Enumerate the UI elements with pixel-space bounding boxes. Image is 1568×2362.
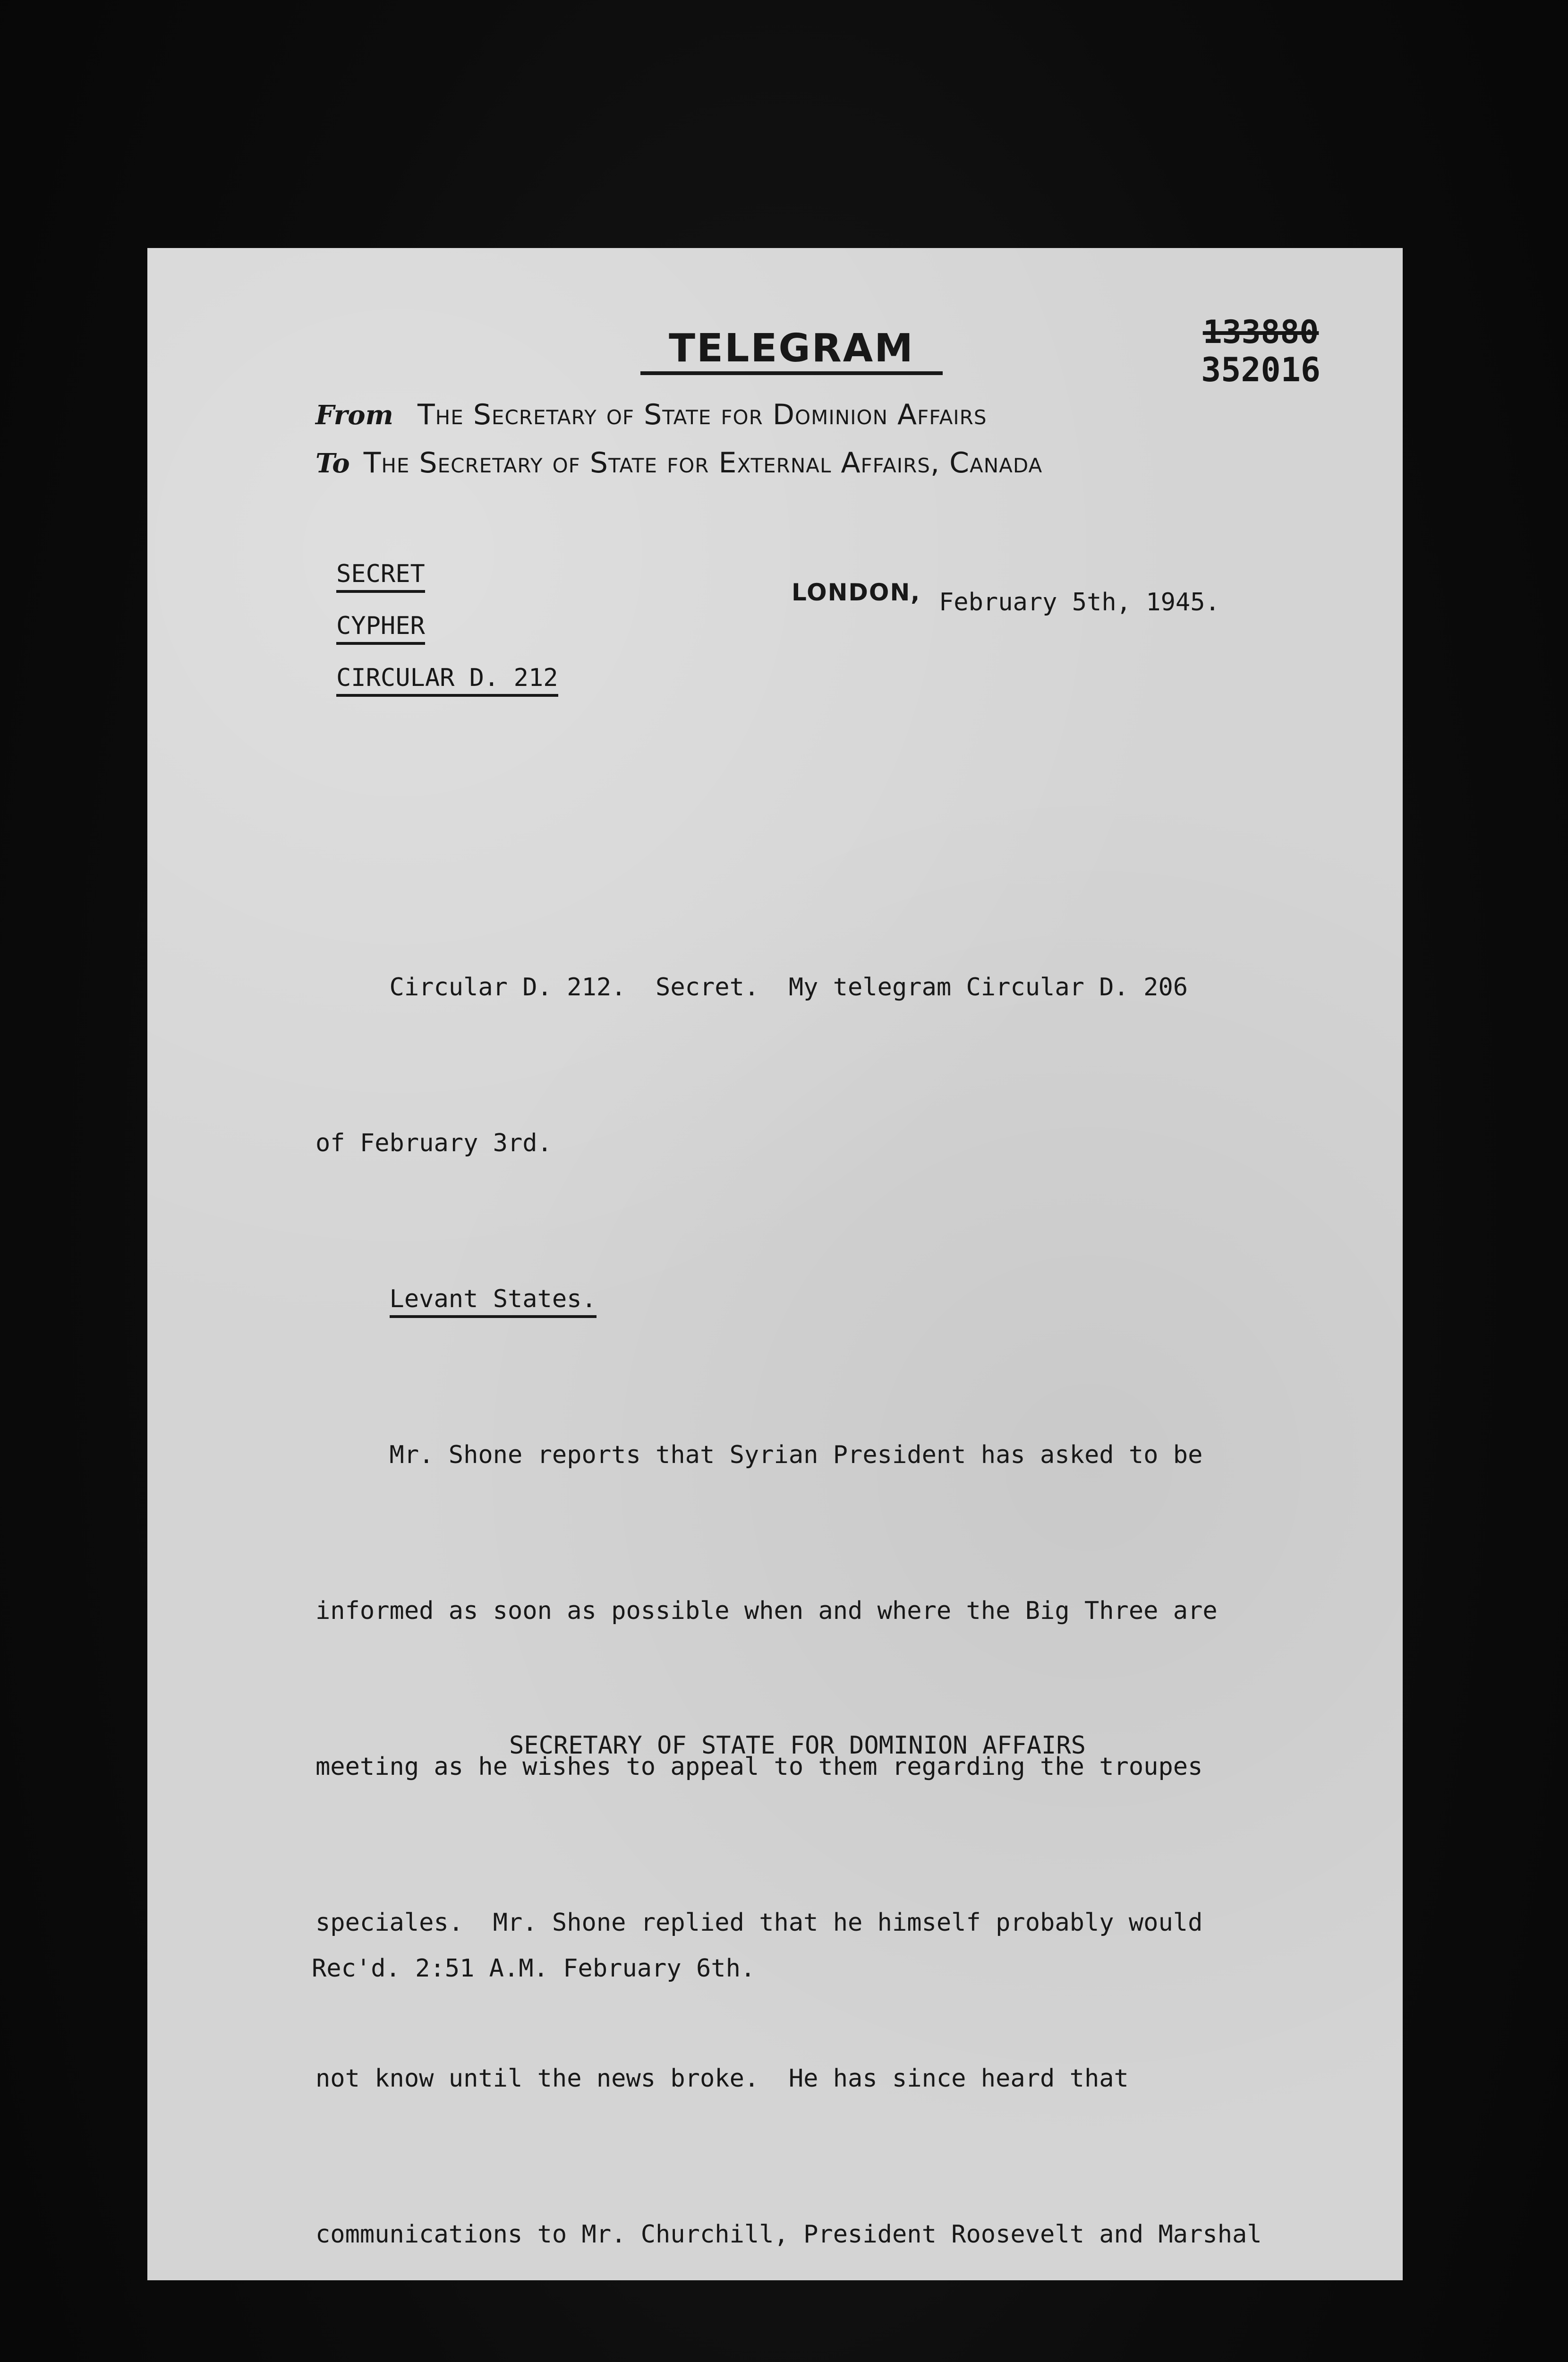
body-line: Circular D. 212. Secret. My telegram Circular D. 206 [315, 973, 1188, 1001]
telegram-title: TELEGRAM [640, 326, 943, 375]
to-label: To [315, 448, 350, 479]
to-line [315, 446, 1042, 479]
from-address: The Secretary of State for Dominion Affairs [417, 398, 987, 431]
cypher-mark: CYPHER [336, 612, 425, 640]
body-line: meeting as he wishes to appeal to them regarding the troupes [315, 1753, 1203, 1781]
signature: SECRETARY OF STATE FOR DOMINION AFFAIRS [509, 1731, 1086, 1760]
security-mark: SECRET [336, 560, 425, 588]
telegram-sheet [147, 248, 1403, 2280]
place: LONDON, [792, 579, 921, 606]
file-number: 352016 [1201, 351, 1321, 389]
to-address: The Secretary of State for External Affairs, Canada [363, 446, 1043, 479]
body-line: communications to Mr. Churchill, President Roosevelt and Marshal [315, 2220, 1262, 2249]
from-line [315, 398, 987, 431]
from-label: From [315, 400, 393, 431]
body-line: not know until the news broke. He has since heard that [315, 2064, 1129, 2093]
circular-mark: CIRCULAR D. 212 [336, 664, 558, 692]
telegram-number [1201, 314, 1321, 389]
body-line: of February 3rd. [315, 1129, 552, 1157]
struck-number: 133880 [1202, 314, 1319, 351]
body-line-subject: Levant States. [315, 1273, 1355, 1325]
body-line: speciales. Mr. Shone replied that he himself probably would [315, 1908, 1203, 1937]
received-time: Rec'd. 2:51 A.M. February 6th. [312, 1954, 756, 1983]
message-body [315, 857, 1355, 2362]
date: February 5th, 1945. [939, 588, 1220, 616]
body-line: informed as soon as possible when and where the Big Three are [315, 1597, 1218, 1625]
body-line: Mr. Shone reports that Syrian President has asked to be [315, 1441, 1203, 1469]
